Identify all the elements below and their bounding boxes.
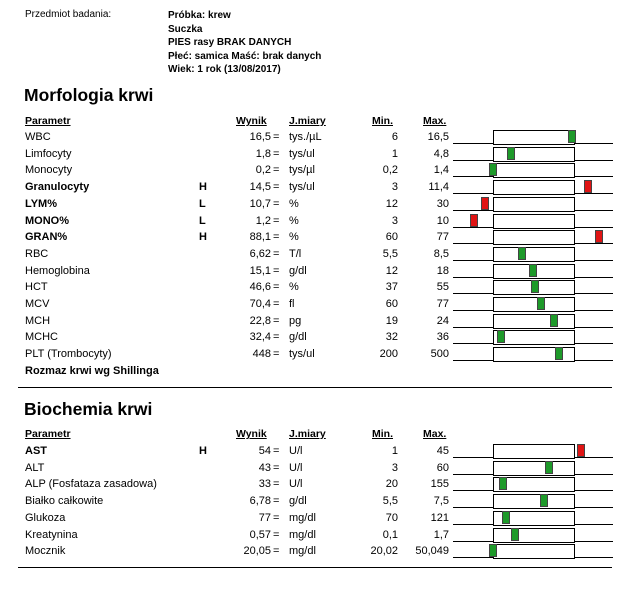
equals-sign: = [273,461,280,474]
value-marker [529,264,537,277]
param-name: Mocznik [25,545,66,558]
flag: H [199,181,207,194]
range-bar [453,461,613,476]
reference-range-box [493,147,575,162]
table-row [0,329,640,346]
sample-info [168,9,321,77]
value-marker [502,511,510,524]
min-value: 3 [391,214,398,227]
equals-sign: = [273,264,280,277]
param-name: ALP (Fosfataza zasadowa) [25,478,157,491]
max-value: 30 [436,197,449,210]
table-row [0,460,640,477]
result-value: 0,2 [255,164,271,177]
col-result: Wynik [236,428,267,440]
max-value: 45 [436,445,449,457]
equals-sign: = [273,314,280,327]
range-bar [453,163,613,178]
reference-range-box [493,314,575,329]
result-value: 43 [258,461,271,474]
unit: fl [289,298,295,310]
reference-range-box [493,230,575,245]
section-divider [18,567,612,568]
range-bar [453,214,613,229]
sample-line: Wiek: 1 rok (13/08/2017) [168,64,281,76]
min-value: 200 [379,348,398,361]
unit: mg/dl [289,528,316,541]
table-row [0,213,640,230]
range-bar [453,511,613,526]
table-row [0,543,640,560]
col-result: Wynik [236,115,267,127]
table-row [0,129,640,146]
result-value: 6,62 [249,247,271,260]
max-value: 36 [436,331,449,344]
result-value: 14,5 [249,181,271,194]
col-unit: J.miary [289,115,326,127]
unit: mg/dl [289,511,316,524]
min-value: 3 [391,181,398,194]
value-marker [577,444,585,457]
unit: g/dl [289,495,307,508]
equals-sign: = [273,181,280,194]
result-value: 70,4 [249,298,271,310]
result-value: 77 [258,511,271,524]
value-marker [531,280,539,293]
unit: % [289,231,299,244]
param-name: Granulocyty [25,181,90,194]
max-value: 55 [436,281,449,294]
unit: % [289,197,299,210]
result-value: 22,8 [249,314,271,327]
max-value: 50,049 [415,545,449,558]
param-name: RBC [25,247,49,260]
param-name: ALT [25,461,45,474]
min-value: 0,1 [382,528,398,541]
equals-sign: = [273,511,280,524]
table-row [0,196,640,213]
table-row [0,296,640,313]
unit: tys/µl [289,164,315,177]
reference-range-box [493,444,575,459]
max-value: 11,4 [428,181,449,194]
max-value: 77 [436,298,449,310]
reference-range-box [493,247,575,262]
min-value: 1 [391,445,398,457]
col-unit: J.miary [289,428,326,440]
max-value: 24 [436,314,449,327]
range-bar [453,280,613,295]
result-value: 32,4 [249,331,271,344]
range-bar [453,247,613,262]
unit: U/l [289,461,303,474]
reference-range-box [493,544,575,559]
param-name: Kreatynina [25,528,78,541]
equals-sign: = [273,197,280,210]
max-value: 500 [430,348,449,361]
range-bar [453,197,613,212]
unit: pg [289,314,302,327]
reference-range-box [493,197,575,212]
table-row [0,493,640,510]
param-name: GRAN% [25,231,68,244]
max-value: 60 [436,461,449,474]
equals-sign: = [273,281,280,294]
max-value: 7,5 [433,495,449,508]
unit: mg/dl [289,545,316,558]
range-bar [453,130,613,145]
range-bar [453,297,613,312]
range-bar [453,544,613,559]
table-row [0,476,640,493]
value-marker [470,214,478,227]
table-row [0,179,640,196]
min-value: 0,2 [382,164,398,177]
result-value: 33 [258,478,271,491]
equals-sign: = [273,495,280,508]
table-row [0,313,640,330]
min-value: 5,5 [382,247,398,260]
max-value: 8,5 [433,247,449,260]
unit: tys/ul [289,348,315,361]
sample-line: PIES rasy BRAK DANYCH [168,37,292,49]
table-row [0,246,640,263]
min-value: 20 [385,478,398,491]
result-value: 16,5 [249,131,271,143]
param-name: WBC [25,131,51,143]
min-value: 1 [391,147,398,160]
value-marker [499,477,507,490]
value-marker [511,528,519,541]
result-value: 88,1 [249,231,271,244]
value-marker [489,163,497,176]
col-min: Min. [372,428,393,440]
col-param: Parametr [25,428,71,440]
max-value: 1,7 [433,528,449,541]
unit: T/l [289,247,302,260]
equals-sign: = [273,231,280,244]
unit: % [289,281,299,294]
param-name: PLT (Trombocyty) [25,348,112,361]
result-value: 10,7 [249,197,271,210]
flag: L [199,197,206,210]
morphology-title: Morfologia krwi [24,85,154,105]
param-name: Hemoglobina [25,264,90,277]
min-value: 6 [391,131,398,143]
biochemistry-title: Biochemia krwi [24,399,153,419]
unit: tys/ul [289,181,315,194]
min-value: 5,5 [382,495,398,508]
unit: % [289,214,299,227]
reference-range-box [493,528,575,543]
min-value: 3 [391,461,398,474]
min-value: 12 [385,264,398,277]
range-bar [453,494,613,509]
unit: U/l [289,478,303,491]
col-param: Parametr [25,115,71,127]
max-value: 121 [430,511,449,524]
param-name: Glukoza [25,511,66,524]
value-marker [507,147,515,160]
range-bar [453,180,613,195]
range-bar [453,444,613,459]
flag: H [199,445,207,457]
reference-range-box [493,214,575,229]
max-value: 4,8 [433,147,449,160]
param-name: AST [25,445,47,457]
flag: H [199,231,207,244]
unit: U/l [289,445,303,457]
table-row [0,346,640,363]
max-value: 10 [436,214,449,227]
param-name: MONO% [25,214,69,227]
min-value: 20,02 [370,545,398,558]
table-row [0,510,640,527]
result-value: 1,8 [255,147,271,160]
equals-sign: = [273,164,280,177]
equals-sign: = [273,545,280,558]
min-value: 70 [385,511,398,524]
param-name: Monocyty [25,164,73,177]
result-value: 448 [252,348,271,361]
equals-sign: = [273,478,280,491]
equals-sign: = [273,131,280,143]
equals-sign: = [273,528,280,541]
col-max: Max. [423,428,447,440]
range-bar [453,314,613,329]
result-value: 15,1 [249,264,271,277]
equals-sign: = [273,298,280,310]
table-row [0,443,640,460]
value-marker [489,544,497,557]
value-marker [481,197,489,210]
flag: L [199,214,206,227]
result-value: 46,6 [249,281,271,294]
value-marker [497,330,505,343]
range-bar [453,264,613,279]
reference-range-box [493,163,575,178]
reference-range-box [493,461,575,476]
value-marker [540,494,548,507]
sample-line: Suczka [168,23,203,35]
max-value: 155 [430,478,449,491]
reference-range-box [493,494,575,509]
reference-range-box [493,330,575,345]
value-marker [584,180,592,193]
table-row [0,279,640,296]
result-value: 54 [258,445,271,457]
value-marker [537,297,545,310]
result-value: 0,57 [249,528,271,541]
table-row [0,146,640,163]
result-value: 1,2 [255,214,271,227]
max-value: 18 [436,264,449,277]
param-name: MCH [25,314,51,327]
min-value: 32 [385,331,398,344]
equals-sign: = [273,348,280,361]
unit: g/dl [289,264,307,277]
sample-line: Próbka: krew [168,10,231,21]
param-name: Białko całkowite [25,495,104,508]
equals-sign: = [273,445,280,457]
range-bar [453,230,613,245]
param-name: MCHC [25,331,58,344]
equals-sign: = [273,147,280,160]
param-name: HCT [25,281,48,294]
range-bar [453,477,613,492]
unit: g/dl [289,331,307,344]
min-value: 19 [385,314,398,327]
col-min: Min. [372,115,393,127]
reference-range-box [493,180,575,195]
min-value: 12 [385,197,398,210]
param-name: LYM% [25,197,57,210]
sample-line: Płeć: samica Maść: brak danych [168,50,322,62]
table-row [0,527,640,544]
table-row [0,263,640,280]
equals-sign: = [273,331,280,344]
table-row [0,229,640,246]
unit: tys/ul [289,147,315,160]
value-marker [550,314,558,327]
range-bar [453,528,613,543]
equals-sign: = [273,247,280,260]
table-row [0,162,640,179]
max-value: 16,5 [427,131,449,143]
range-bar [453,347,613,362]
smear-label: Rozmaz krwi wg Shillinga [25,365,159,377]
min-value: 37 [385,281,398,294]
value-marker [555,347,563,360]
section-divider [18,387,612,388]
value-marker [545,461,553,474]
param-name: MCV [25,298,50,310]
result-value: 20,05 [243,545,271,558]
equals-sign: = [273,214,280,227]
result-value: 6,78 [249,495,271,508]
range-bar [453,147,613,162]
range-bar [453,330,613,345]
unit: tys./µL [289,131,322,143]
col-max: Max. [423,115,447,127]
value-marker [595,230,603,243]
max-value: 77 [436,231,449,244]
value-marker [568,130,576,143]
min-value: 60 [385,231,398,244]
reference-range-box [493,130,575,145]
param-name: Limfocyty [25,147,72,160]
reference-range-box [493,297,575,312]
subject-label: Przedmiot badania: [25,9,112,20]
value-marker [518,247,526,260]
min-value: 60 [385,298,398,310]
max-value: 1,4 [433,164,449,177]
